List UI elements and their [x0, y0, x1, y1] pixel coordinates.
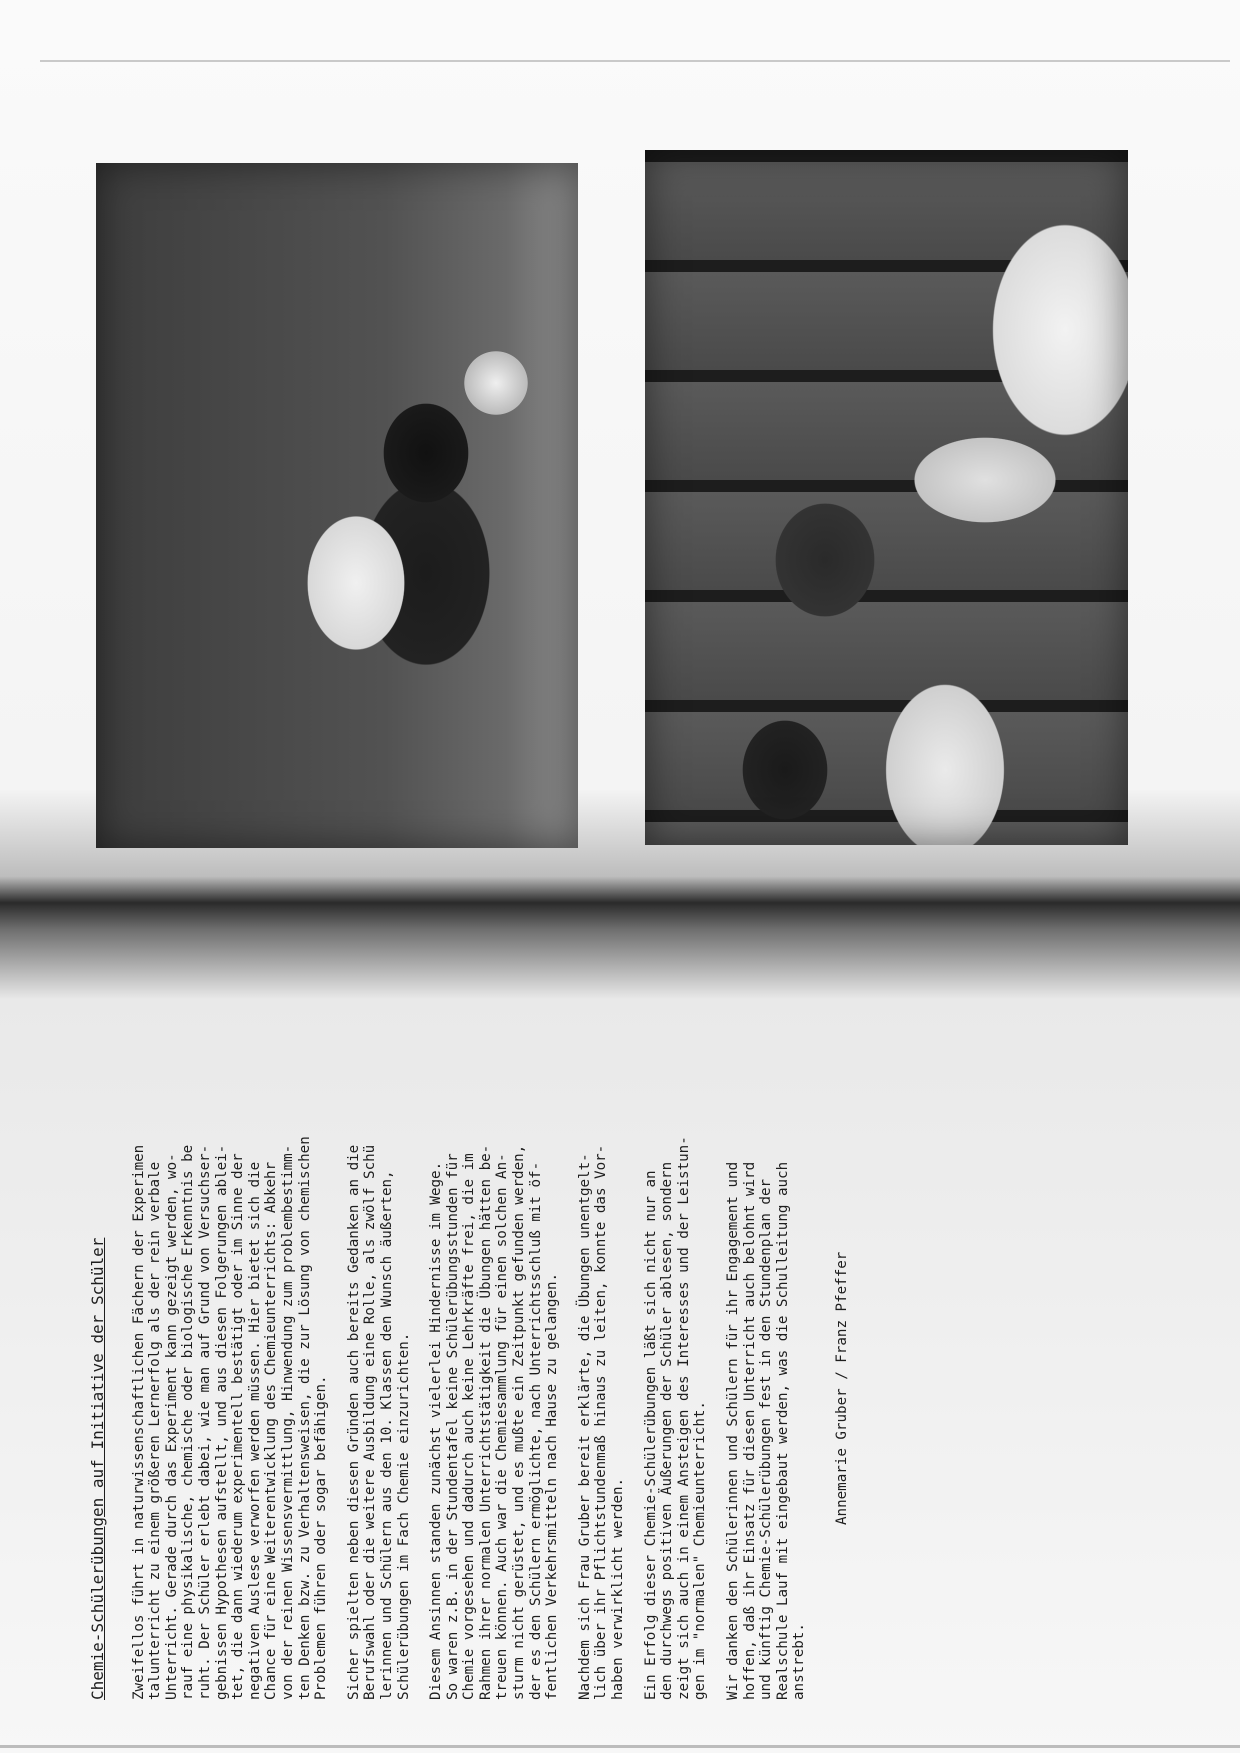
article-body: [131, 990, 808, 1700]
article-paragraph: [643, 990, 709, 1700]
text-line: gebnissen Hypothesen aufstellt, und aus diesen Folgerungen ablei-: [213, 1144, 230, 1700]
text-line: Unterricht. Gerade durch das Experiment kann gezeigt werden, wo-: [163, 1153, 180, 1700]
text-line: hoffen, daß ihr Einsatz für diesen Unterricht auch belohnt wird: [741, 1161, 758, 1700]
text-line: Diesem Ansinnen standen zunächst vielerlei Hindernisse im Wege.: [428, 1161, 445, 1700]
text-line: lerinnen und Schülern aus den 10. Klassen den Wunsch äußerten,: [378, 1170, 395, 1700]
text-line: rauf eine physikalische, chemische oder biologische Erkenntnis be: [180, 1144, 197, 1700]
page-edge-top: [40, 60, 1230, 62]
text-line: von der reinen Wissensvermittlung, Hinwendung zum problembestimm-: [279, 1144, 296, 1700]
text-line: haben verwirklicht werden.: [610, 1477, 627, 1700]
text-line: Ein Erfolg dieser Chemie-Schülerübungen läßt sich nicht nur an: [642, 1170, 659, 1700]
article-paragraph: [725, 990, 808, 1700]
article-paragraph: [131, 990, 330, 1700]
text-line: So waren z.B. in der Stundentafel keine Schülerübungsstunden für: [444, 1153, 461, 1700]
text-line: ten Denken bzw. zu Verhaltensweisen, die zur Lösung von chemischen: [296, 1136, 313, 1700]
lab-photo-bench: [645, 150, 1128, 845]
text-line: sturm nicht gerüstet, und es mußte ein Zeitpunkt gefunden werden,: [511, 1144, 528, 1700]
text-line: talunterricht zu einem größeren Lernerfolg als der rein verbale: [147, 1161, 164, 1700]
text-line: Problemen führen oder sogar befähigen.: [313, 1375, 330, 1700]
article-text: [88, 990, 850, 1700]
text-line: Zweifellos führt in naturwissenschaftlichen Fächern der Experimen: [130, 1144, 147, 1700]
text-line: lich über ihr Pflichtstundenmaß hinaus zu leiten, konnte das Vor-: [593, 1144, 610, 1700]
text-line: ruht. Der Schüler erlebt dabei, wie man auf Grund von Versuchser-: [196, 1144, 213, 1700]
text-line: den durchwegs positiven Äußerungen der Schüler ablesen, sondern: [659, 1161, 676, 1700]
text-line: zeigt sich auch in einem Ansteigen des Interesses und der Leistun-: [675, 1136, 692, 1700]
text-line: gen im "normalen" Chemieunterricht.: [692, 1401, 709, 1700]
text-line: Chance für eine Weiterentwicklung des Chemieunterrichts: Abkehr: [263, 1161, 280, 1700]
text-line: treuen können. Auch war die Chemiesammlung für einen solchen An-: [494, 1153, 511, 1700]
lab-photo-blackboard: [96, 163, 578, 848]
text-line: Chemie vorgesehen und dadurch auch keine Lehrkräfte frei, die im: [461, 1153, 478, 1700]
text-line: und künftig Chemie-Schülerübungen fest in den Stundenplan der: [758, 1178, 775, 1700]
text-line: anstrebt.: [791, 1623, 808, 1700]
article-title: Chemie-Schülerübungen auf Initiative der Schüler: [88, 1237, 107, 1700]
article-paragraph: [346, 990, 412, 1700]
text-line: fentlichen Verkehrsmitteln nach Hause zu gelangen.: [544, 1272, 561, 1700]
article-signature: Annemarie Gruber / Franz Pfeffer: [833, 1251, 850, 1525]
text-line: Rahmen ihrer normalen Unterrichtstätigkeit die Übungen hätten be-: [477, 1144, 494, 1700]
text-line: Berufswahl oder die weitere Ausbildung eine Rolle, als zwölf Schü: [362, 1144, 379, 1700]
article-paragraph: [577, 990, 627, 1700]
text-line: der es den Schülern ermöglichte, nach Unterrichtsschluß mit öf-: [527, 1161, 544, 1700]
page-edge-bottom: [0, 1745, 1240, 1748]
text-line: tet, die dann wiederum experimentell bestätigt oder im Sinne der: [230, 1153, 247, 1700]
text-line: Schülerübungen im Fach Chemie einzurichten.: [395, 1332, 412, 1700]
text-line: Wir danken den Schülerinnen und Schülern für ihr Engagement und: [725, 1161, 741, 1700]
text-line: Realschule Lauf mit eingebaut werden, was die Schulleitung auch: [774, 1161, 791, 1700]
text-line: Nachdem sich Frau Gruber bereit erklärte, die Übungen unentgelt-: [576, 1153, 593, 1700]
article-paragraph: [428, 990, 561, 1700]
text-line: Sicher spielten neben diesen Gründen auch bereits Gedanken an die: [345, 1144, 362, 1700]
text-line: negativen Auslese verworfen werden müssen. Hier bietet sich die: [246, 1161, 263, 1700]
